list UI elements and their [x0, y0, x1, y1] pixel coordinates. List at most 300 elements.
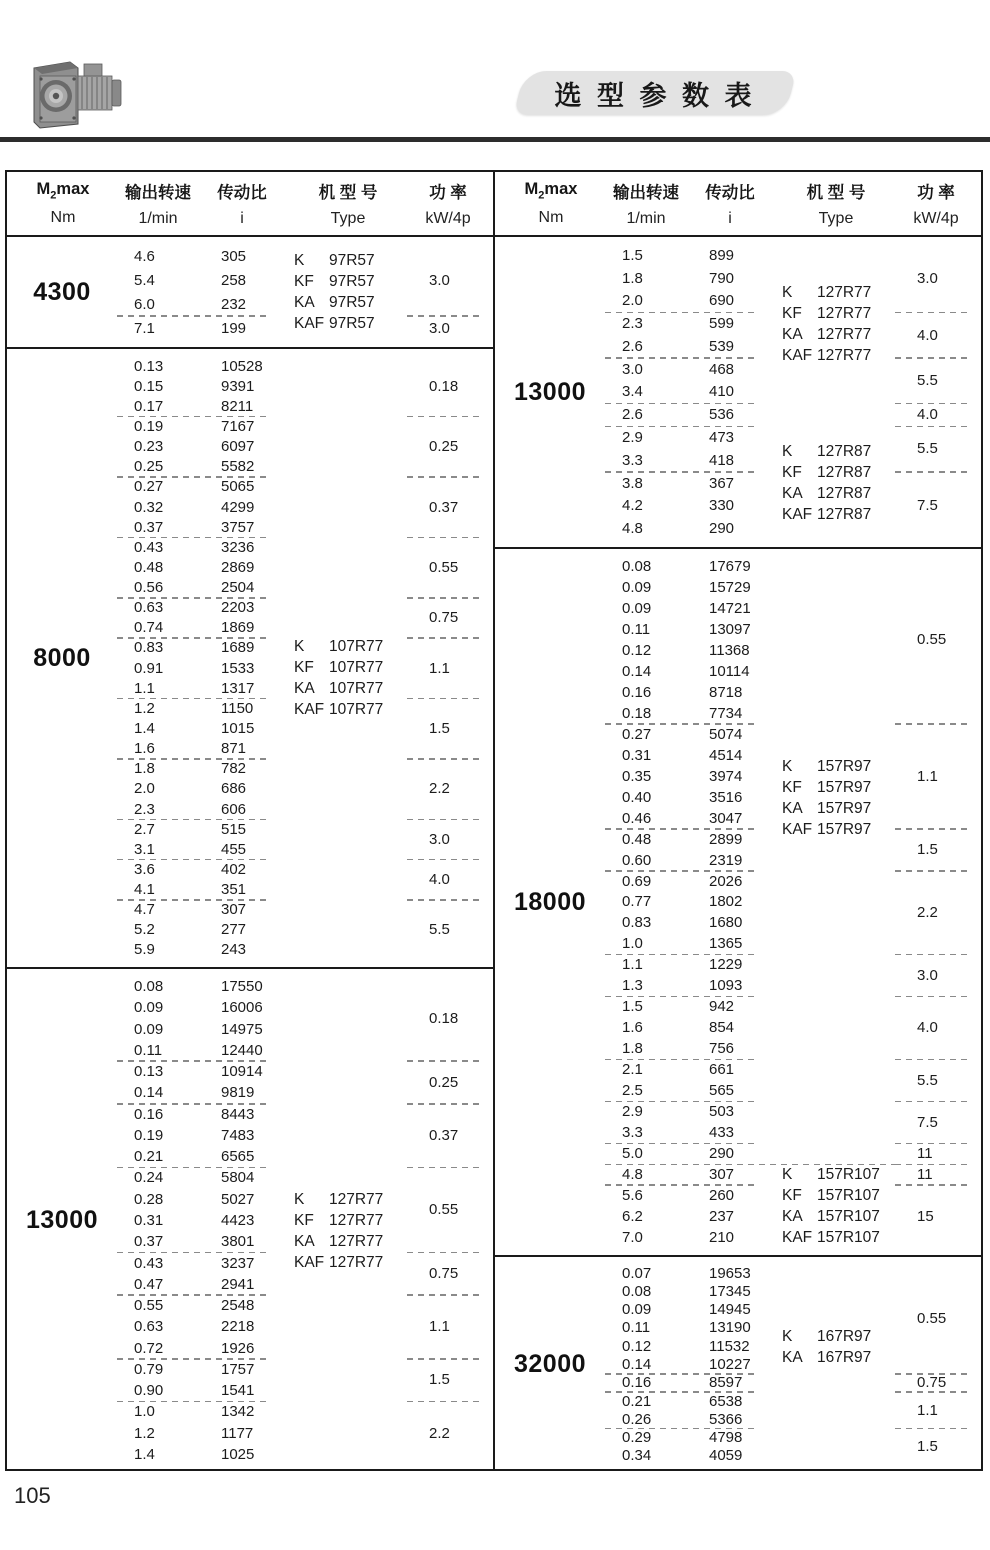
speed-column	[605, 724, 691, 829]
speed-value: 3.6	[134, 860, 155, 878]
speed-ratio-cell	[605, 244, 763, 312]
type-model-number: 127R87	[817, 485, 872, 502]
ratio-value: 305	[221, 247, 247, 265]
type-model	[782, 483, 918, 504]
type-column-gap	[275, 1401, 407, 1465]
ratio-value: 433	[709, 1124, 735, 1142]
ratio-value: 455	[221, 840, 247, 858]
ratio-value: 5065	[221, 478, 255, 496]
ratio-column	[203, 759, 275, 819]
speed-ratio-cell	[117, 416, 275, 476]
power-cell	[895, 1059, 981, 1101]
ratio-value: 1177	[221, 1424, 254, 1442]
torque-section	[7, 967, 493, 1469]
type-model-block	[294, 1189, 430, 1273]
ratio-column	[691, 996, 763, 1059]
header-ratio: 传动比 i	[217, 184, 267, 227]
ratio-column	[203, 416, 275, 476]
ratio-column	[203, 537, 275, 597]
power-cell	[895, 1428, 981, 1465]
speed-value: 0.08	[622, 1282, 652, 1300]
ratio-value: 5074	[709, 725, 743, 743]
speed-value: 1.5	[622, 246, 643, 264]
power-value: 0.55	[917, 631, 947, 649]
speed-value: 0.26	[622, 1410, 652, 1428]
speed-value: 0.08	[622, 557, 652, 575]
ratio-value: 4514	[709, 746, 743, 764]
power-cell	[895, 954, 981, 996]
power-value: 0.55	[917, 1310, 947, 1328]
ratio-column	[203, 1359, 275, 1402]
type-prefix: K	[294, 252, 305, 269]
power-value: 1.5	[429, 1371, 450, 1389]
speed-value: 1.4	[134, 719, 155, 737]
speed-column	[605, 954, 691, 996]
type-prefix: KA	[294, 1233, 315, 1250]
speed-ratio-cell	[117, 1295, 275, 1359]
power-cell	[895, 403, 981, 426]
power-cell	[895, 1392, 981, 1429]
speed-ratio-cell	[117, 1167, 275, 1252]
speed-value: 0.31	[622, 746, 652, 764]
ratio-column	[203, 244, 275, 316]
ratio-value: 4798	[709, 1429, 743, 1447]
speed-value: 0.83	[134, 639, 164, 657]
speed-column	[117, 638, 203, 698]
power-cell	[407, 356, 493, 416]
ratio-value: 2548	[221, 1297, 255, 1315]
type-prefix: K	[782, 443, 793, 460]
type-model-number: 127R77	[329, 1254, 384, 1271]
speed-column	[117, 477, 203, 537]
power-value: 11	[917, 1145, 933, 1163]
torque-section	[495, 237, 981, 547]
type-model-number: 127R87	[817, 464, 872, 481]
type-column-gap	[275, 477, 407, 537]
speed-value: 0.72	[134, 1339, 164, 1357]
speed-value: 4.7	[134, 901, 155, 919]
power-cell	[407, 416, 493, 476]
type-column-gap	[763, 954, 895, 996]
ratio-value: 418	[709, 451, 735, 469]
power-value: 0.75	[429, 1265, 459, 1283]
speed-value: 0.12	[622, 641, 652, 659]
power-value: 15	[917, 1208, 934, 1226]
ratio-column	[691, 1059, 763, 1101]
ratio-value: 536	[709, 406, 735, 424]
type-prefix: KA	[294, 680, 315, 697]
power-value: 4.0	[429, 871, 450, 888]
speed-ratio-cell	[605, 1392, 763, 1429]
ratio-value: 277	[221, 921, 247, 939]
type-prefix: K	[782, 758, 793, 775]
ratio-value: 9391	[221, 377, 255, 395]
table-row	[605, 954, 981, 996]
ratio-value: 3516	[709, 788, 743, 806]
type-model-number: 97R57	[329, 273, 375, 290]
ratio-value: 351	[221, 881, 247, 899]
ratio-value: 1533	[221, 659, 255, 677]
type-column-gap	[763, 1101, 895, 1143]
speed-column	[605, 1264, 691, 1374]
header-power: 功 率 kW/4p	[425, 184, 471, 227]
m2max-label: 4300	[33, 277, 91, 306]
type-model-number: 107R77	[329, 659, 384, 676]
table-row	[605, 996, 981, 1059]
ratio-value: 290	[709, 520, 735, 538]
type-model-block	[782, 1326, 918, 1368]
ratio-value: 565	[709, 1082, 735, 1100]
ratio-value: 1025	[221, 1445, 255, 1463]
power-value: 1.5	[917, 1438, 938, 1456]
type-column-gap	[275, 976, 407, 1061]
ratio-value: 3757	[221, 518, 255, 536]
speed-value: 0.23	[134, 438, 164, 456]
ratio-value: 3237	[221, 1254, 255, 1272]
table-row	[605, 1374, 981, 1392]
speed-value: 0.56	[134, 579, 164, 597]
type-model	[782, 1164, 918, 1185]
power-value: 3.0	[917, 966, 938, 984]
table-row	[117, 859, 493, 899]
type-model-number: 107R77	[329, 701, 384, 718]
speed-ratio-cell	[605, 1101, 763, 1143]
power-cell	[895, 1374, 981, 1392]
speed-column	[605, 829, 691, 871]
speed-value: 0.74	[134, 619, 164, 637]
speed-value: 0.21	[622, 1392, 652, 1410]
type-model	[782, 1206, 918, 1227]
torque-section	[495, 547, 981, 1255]
type-prefix: KA	[782, 326, 803, 343]
speed-value: 0.15	[134, 377, 164, 395]
speed-value: 4.2	[622, 497, 643, 515]
type-prefix: KF	[782, 1187, 802, 1204]
ratio-column	[203, 1295, 275, 1359]
ratio-value: 3801	[221, 1233, 255, 1251]
speed-value: 3.8	[622, 474, 643, 492]
speed-value: 0.19	[134, 1126, 164, 1144]
table-row	[605, 1428, 981, 1465]
type-prefix: KF	[782, 305, 802, 322]
ratio-value: 10227	[709, 1355, 751, 1373]
ratio-column	[691, 1428, 763, 1465]
type-model-block	[782, 756, 918, 840]
ratio-column	[691, 358, 763, 404]
ratio-column	[691, 1374, 763, 1392]
speed-value: 0.12	[622, 1337, 652, 1355]
speed-value: 4.6	[134, 247, 155, 265]
power-value: 0.37	[429, 1126, 459, 1144]
power-cell	[407, 1401, 493, 1465]
type-model-block	[294, 636, 430, 720]
speed-ratio-cell	[117, 759, 275, 819]
type-model-number: 127R77	[817, 347, 872, 364]
speed-value: 0.08	[134, 978, 164, 996]
table-row	[605, 556, 981, 724]
type-model-number: 127R87	[817, 506, 872, 523]
type-column-gap	[763, 996, 895, 1059]
speed-value: 2.7	[134, 820, 155, 838]
speed-value: 2.6	[622, 337, 643, 355]
type-model-block	[782, 441, 918, 525]
header-type: 机 型 号 Type	[318, 184, 378, 227]
ratio-column	[203, 900, 275, 960]
type-column-gap	[275, 1359, 407, 1402]
type-prefix: K	[294, 638, 305, 655]
table-row	[117, 598, 493, 638]
ratio-value: 756	[709, 1040, 735, 1058]
power-value: 3.0	[429, 319, 450, 337]
ratio-value: 16006	[221, 999, 263, 1017]
speed-column	[605, 312, 691, 358]
power-cell	[895, 556, 981, 724]
speed-value: 0.37	[134, 1233, 164, 1251]
type-column-gap	[275, 416, 407, 476]
ratio-value: 1093	[709, 977, 743, 995]
ratio-value: 11368	[709, 641, 750, 659]
torque-section	[7, 347, 493, 967]
speed-column	[117, 356, 203, 416]
type-prefix: KAF	[294, 315, 325, 332]
type-model-number: 157R107	[817, 1166, 880, 1183]
ratio-column	[691, 403, 763, 426]
ratio-value: 290	[709, 1145, 735, 1163]
type-model-number: 97R57	[329, 315, 375, 332]
speed-ratio-cell	[605, 1164, 763, 1185]
speed-ratio-cell	[605, 472, 763, 540]
speed-value: 0.21	[134, 1148, 164, 1166]
speed-value: 1.2	[134, 1424, 155, 1442]
power-cell	[407, 598, 493, 638]
speed-value: 5.4	[134, 271, 155, 289]
type-prefix: KAF	[294, 1254, 325, 1271]
type-column-gap	[763, 1428, 895, 1465]
type-model	[294, 313, 430, 334]
speed-value: 0.09	[134, 1020, 164, 1038]
speed-value: 1.6	[134, 740, 155, 758]
speed-value: 2.5	[622, 1082, 643, 1100]
speed-value: 1.4	[134, 1445, 155, 1463]
type-model-number: 127R77	[329, 1212, 384, 1229]
ratio-value: 1757	[221, 1360, 255, 1378]
type-model	[782, 441, 918, 462]
speed-ratio-cell	[117, 356, 275, 416]
ratio-value: 210	[709, 1228, 735, 1246]
power-value: 2.2	[429, 780, 450, 798]
speed-value: 0.69	[622, 872, 652, 890]
column-header-row	[7, 172, 493, 237]
speed-value: 2.6	[622, 406, 643, 424]
type-model	[294, 657, 430, 678]
page-title: 选 型 参 数 表	[554, 80, 756, 111]
type-prefix: K	[782, 1166, 793, 1183]
speed-column	[117, 598, 203, 638]
speed-value: 0.48	[134, 558, 164, 576]
ratio-value: 503	[709, 1103, 735, 1121]
ratio-value: 8597	[709, 1374, 743, 1392]
speed-value: 7.1	[134, 319, 155, 337]
type-model	[294, 636, 430, 657]
ratio-value: 5582	[221, 458, 255, 476]
speed-ratio-cell	[605, 1428, 763, 1465]
type-model-number: 127R77	[817, 284, 872, 301]
header-ratio: 传动比 i	[705, 184, 755, 227]
type-model-number: 127R77	[329, 1233, 384, 1250]
ratio-value: 330	[709, 497, 735, 515]
type-model	[782, 756, 918, 777]
header-power: 功 率 kW/4p	[913, 184, 959, 227]
speed-column	[117, 244, 203, 316]
ratio-value: 243	[221, 941, 247, 959]
type-column-gap	[275, 900, 407, 960]
ratio-value: 2941	[221, 1275, 255, 1293]
ratio-value: 3047	[709, 809, 743, 827]
speed-value: 1.0	[622, 935, 643, 953]
type-prefix: KF	[294, 1212, 314, 1229]
speed-value: 2.0	[134, 780, 155, 798]
type-column-gap	[763, 871, 895, 955]
type-prefix: KAF	[782, 1229, 813, 1246]
ratio-column	[203, 976, 275, 1061]
power-value: 0.25	[429, 1073, 459, 1091]
ratio-column	[203, 598, 275, 638]
ratio-value: 258	[221, 271, 247, 289]
ratio-value: 1926	[221, 1339, 255, 1357]
ratio-column	[691, 954, 763, 996]
ratio-value: 4059	[709, 1447, 743, 1465]
header-speed: 输出转速 1/min	[125, 184, 191, 227]
header-speed: 输出转速 1/min	[613, 184, 679, 227]
power-value: 0.18	[429, 1010, 459, 1028]
power-value: 1.1	[429, 1318, 450, 1336]
type-model	[294, 1210, 430, 1231]
power-value: 4.0	[917, 1019, 938, 1037]
table-left-half	[7, 172, 493, 1469]
ratio-value: 2869	[221, 558, 255, 576]
speed-ratio-cell	[117, 859, 275, 899]
speed-column	[117, 859, 203, 899]
speed-value: 0.14	[622, 662, 652, 680]
speed-column	[117, 1061, 203, 1104]
speed-value: 0.79	[134, 1360, 164, 1378]
ratio-value: 15729	[709, 578, 751, 596]
ratio-value: 7734	[709, 704, 743, 722]
speed-value: 4.8	[622, 520, 643, 538]
type-prefix: KAF	[782, 506, 813, 523]
power-value: 2.2	[917, 903, 938, 921]
speed-ratio-cell	[117, 819, 275, 859]
type-column-gap	[275, 1104, 407, 1168]
speed-ratio-cell	[605, 426, 763, 472]
type-model	[294, 250, 430, 271]
speed-value: 0.09	[622, 578, 652, 596]
power-cell	[895, 996, 981, 1059]
ratio-column	[691, 1392, 763, 1429]
speed-ratio-cell	[117, 698, 275, 758]
speed-value: 7.0	[622, 1228, 643, 1246]
type-column-gap	[763, 1392, 895, 1429]
ratio-value: 4423	[221, 1211, 255, 1229]
speed-column	[605, 1101, 691, 1143]
ratio-value: 7483	[221, 1126, 255, 1144]
type-column-gap	[275, 356, 407, 416]
type-column-gap	[275, 859, 407, 899]
speed-value: 0.48	[622, 830, 652, 848]
speed-ratio-cell	[605, 1374, 763, 1392]
speed-column	[117, 1295, 203, 1359]
speed-value: 0.27	[134, 478, 164, 496]
ratio-value: 19653	[709, 1264, 751, 1282]
ratio-value: 10914	[221, 1063, 263, 1081]
ratio-column	[691, 1101, 763, 1143]
speed-column	[117, 537, 203, 597]
speed-column	[117, 1104, 203, 1168]
ratio-column	[203, 477, 275, 537]
power-value: 3.0	[917, 269, 938, 287]
ratio-value: 1689	[221, 639, 255, 657]
ratio-value: 1541	[221, 1382, 255, 1400]
power-value: 5.5	[917, 440, 938, 458]
table-row	[117, 759, 493, 819]
table-row	[117, 477, 493, 537]
speed-ratio-cell	[117, 598, 275, 638]
ratio-column	[691, 1264, 763, 1374]
m2max-label: 32000	[513, 1350, 587, 1378]
type-model-number: 157R97	[817, 758, 872, 775]
type-model	[294, 1231, 430, 1252]
power-cell	[407, 759, 493, 819]
torque-section	[495, 1255, 981, 1469]
type-prefix: KA	[782, 800, 803, 817]
table-row	[117, 819, 493, 859]
power-value: 4.0	[917, 406, 938, 424]
type-column-gap	[763, 403, 895, 426]
type-model	[294, 1189, 430, 1210]
ratio-value: 790	[709, 269, 735, 287]
ratio-column	[203, 638, 275, 698]
ratio-value: 942	[709, 998, 735, 1016]
speed-column	[605, 472, 691, 540]
speed-value: 0.32	[134, 498, 164, 516]
header-rule	[0, 137, 990, 142]
table-row	[605, 1059, 981, 1101]
speed-value: 0.83	[622, 914, 652, 932]
speed-value: 0.11	[622, 1319, 651, 1337]
speed-value: 0.11	[622, 620, 651, 638]
type-model-number: 127R87	[817, 443, 872, 460]
speed-ratio-cell	[117, 900, 275, 960]
ratio-value: 14721	[709, 599, 751, 617]
speed-value: 0.16	[134, 1105, 164, 1123]
power-cell	[407, 1359, 493, 1402]
type-column-gap	[275, 1295, 407, 1359]
ratio-column	[691, 724, 763, 829]
ratio-value: 17679	[709, 557, 751, 575]
power-cell	[407, 537, 493, 597]
type-prefix: KF	[294, 273, 314, 290]
speed-ratio-cell	[605, 403, 763, 426]
type-model-number: 127R77	[329, 1191, 384, 1208]
ratio-value: 686	[221, 780, 247, 798]
speed-value: 2.1	[622, 1061, 643, 1079]
speed-value: 5.6	[622, 1187, 643, 1205]
type-column-gap	[275, 598, 407, 638]
speed-ratio-cell	[117, 976, 275, 1061]
speed-value: 2.3	[134, 800, 155, 818]
power-value: 0.25	[429, 438, 459, 456]
type-model	[782, 504, 918, 525]
